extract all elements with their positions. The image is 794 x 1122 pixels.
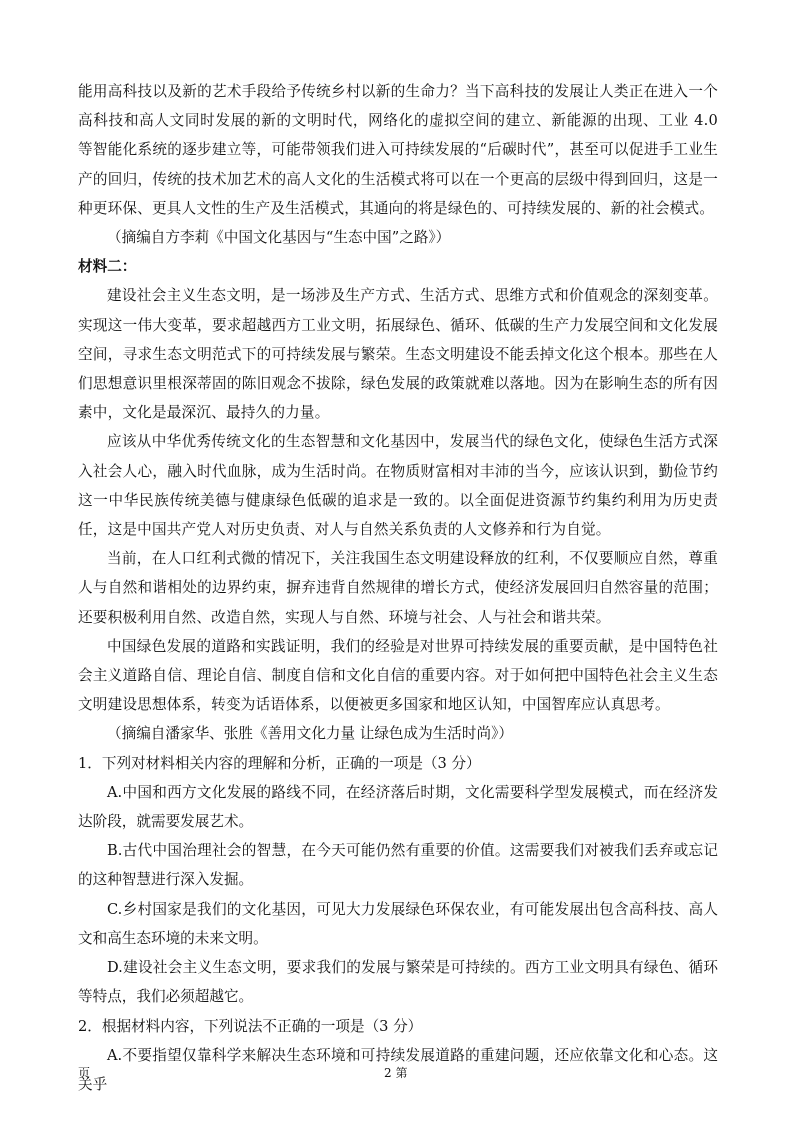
material2-source: （摘编自潘家华、张胜《善用文化力量 让绿色成为生活时尚》） — [107, 725, 513, 743]
material2-paragraph-2: 应该从中华优秀传统文化的生态智慧和文化基因中，发展当代的绿色文化，使绿色生活方式深入社会人心，融入时代血脉，成为生活时尚。在物质财富相对丰沛的当今，应该认识到，勤俭节约这一中华民族传统美德与健康绿色低碳的追求是一致的。以全面促进资源节约集约利用为历史责任，这是中国共产党人对历史负责、对人与自然关系负责的人文修养和行为自觉。 — [78, 433, 718, 539]
question-1-option-a: A.中国和西方文化发展的路线不同，在经济落后时期，文化需要科学型发展模式，而在经济发达阶段，就需要发展艺术。 — [78, 783, 718, 831]
question-1-option-d: D.建设社会主义生态文明，要求我们的发展与繁荣是可持续的。西方工业文明具有绿色、循环等特点，我们必须超越它。 — [78, 959, 718, 1006]
material1-paragraph-tail: 能用高科技以及新的艺术手段给予传统乡村以新的生命力？当下高科技的发展让人类正在进入一个高科技和高人文同时发展的新的文明时代，网络化的虚拟空间的建立、新能源的出现、工业 4.0 等智能化系统的逐步建立等，可能带领我们进入可持续发展的“后碳时代”，甚至可以促进手工业生产的回归，传统的技术加艺术的高人文化的生活模式将可以在一个更高的层级中得到回归，这是一种更环保、更具人文性的生产及生活模式，其通向的将是绿色的、可持续发展的、新的社会模式。 — [78, 83, 718, 217]
question-2-option-a: A.不要指望仅靠科学来解决生态环境和可持续发展道路的重建问题，还应依靠文化和心态。这关乎 — [78, 1046, 718, 1093]
document-body — [78, 77, 718, 1099]
material2-paragraph-1: 建设社会主义生态文明，是一场涉及生产方式、生活方式、思维方式和价值观念的深刻变革。实现这一伟大变革，要求超越西方工业文明，拓展绿色、循环、低碳的生产力发展空间和文化发展空间，寻求生态文明范式下的可持续发展与繁荣。生态文明建设不能丢掉文化这个根本。那些在人们思想意识里根深蒂固的陈旧观念不拔除，绿色发展的政策就难以落地。因为在影响生态的所有因素中，文化是最深沉、最持久的力量。 — [78, 287, 718, 422]
question-1-option-c: C.乡村国家是我们的文化基因，可见大力发展绿色环保农业，有可能发展出包含高科技、高人文和高生态环境的未来文明。 — [78, 900, 718, 947]
material2-heading: 材料二： — [78, 258, 137, 276]
material2-paragraph-3: 当前，在人口红利式微的情况下，关注我国生态文明建设释放的红利，不仅要顺应自然，尊重人与自然和谐相处的边界约束，摒弃违背自然规律的增长方式，使经济发展回归自然容量的范围；还要积极利用自然、改造自然，实现人与自然、环境与社会、人与社会和谐共荣。 — [78, 550, 718, 626]
material1-source: （摘编自方李莉《中国文化基因与“生态中国”之路》） — [107, 229, 451, 247]
question-2-stem: 2．根据材料内容，下列说法不正确的一项是（3 分） — [78, 1017, 423, 1035]
question-1-stem: 1．下列对材料相关内容的理解和分析，正确的一项是（3 分） — [78, 754, 481, 772]
question-1-option-b: B.古代中国治理社会的智慧，在今天可能仍然有重要的价值。这需要我们对被我们丢弃或忘记的这种智慧进行深入发掘。 — [78, 842, 718, 889]
footer-page-label: 页 — [78, 1066, 91, 1080]
material2-paragraph-4: 中国绿色发展的道路和实践证明，我们的经验是对世界可持续发展的重要贡献，是中国特色社会主义道路自信、理论自信、制度自信和文化自信的重要内容。对于如何把中国特色社会主义生态文明建设思想体系，转变为话语体系，以便被更多国家和地区认知，中国智库应认真思考。 — [78, 637, 718, 714]
footer-page-number: 2 第 — [384, 1066, 408, 1080]
